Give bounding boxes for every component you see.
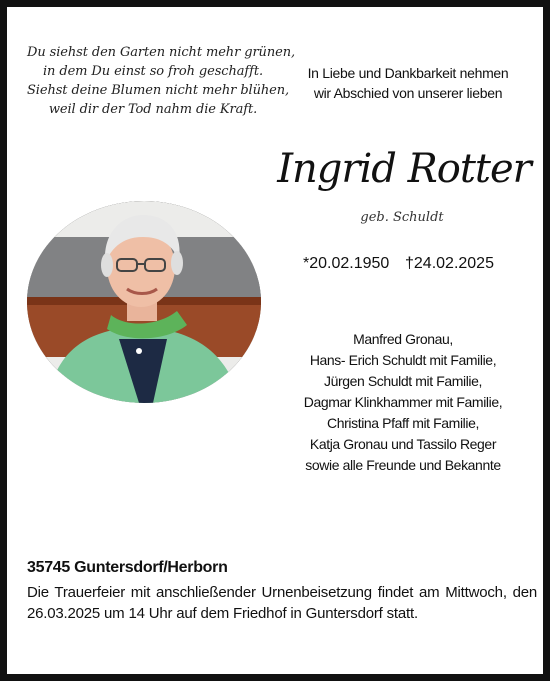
service-details: Die Trauerfeier mit anschließender Urnenbeisetzung findet am Mittwoch, den 26.03.2025 um 14 Uhr auf dem Friedhof in Guntersdorf statt. xyxy=(27,584,537,622)
death-date: †24.02.2025 xyxy=(405,255,494,272)
mourner: sowie alle Freunde und Bekannte xyxy=(305,457,501,473)
mourner: Jürgen Schuldt mit Familie, xyxy=(323,373,483,389)
mourner: Hans- Erich Schuldt mit Familie, xyxy=(309,352,497,368)
mourner: Dagmar Klinkhammer mit Familie, xyxy=(303,394,503,410)
deceased-name: Ingrid Rotter xyxy=(277,146,531,192)
mourner: Christina Pfaff mit Familie, xyxy=(327,415,479,431)
intro-text xyxy=(287,63,529,103)
poem xyxy=(27,43,296,119)
poem-line: Du siehst den Garten nicht mehr grünen, xyxy=(27,45,296,60)
maiden-name: geb. Schuldt xyxy=(360,210,444,225)
intro-line: wir Abschied von unserer lieben xyxy=(313,85,503,101)
poem-line: Siehst deine Blumen nicht mehr blühen, xyxy=(27,83,290,98)
portrait-illustration xyxy=(27,201,261,403)
mourners-list xyxy=(275,329,531,476)
portrait-photo xyxy=(27,201,261,403)
poem-line: weil dir der Tod nahm die Kraft. xyxy=(48,102,258,117)
mourner: Katja Gronau und Tassilo Reger xyxy=(309,436,497,452)
poem-line: in dem Du einst so froh geschafft. xyxy=(43,64,263,79)
intro-line: In Liebe und Dankbarkeit nehmen xyxy=(307,65,509,81)
service-location: 35745 Guntersdorf/Herborn xyxy=(27,559,228,576)
birth-date: *20.02.1950 xyxy=(303,255,390,272)
mourner: Manfred Gronau, xyxy=(353,331,453,347)
